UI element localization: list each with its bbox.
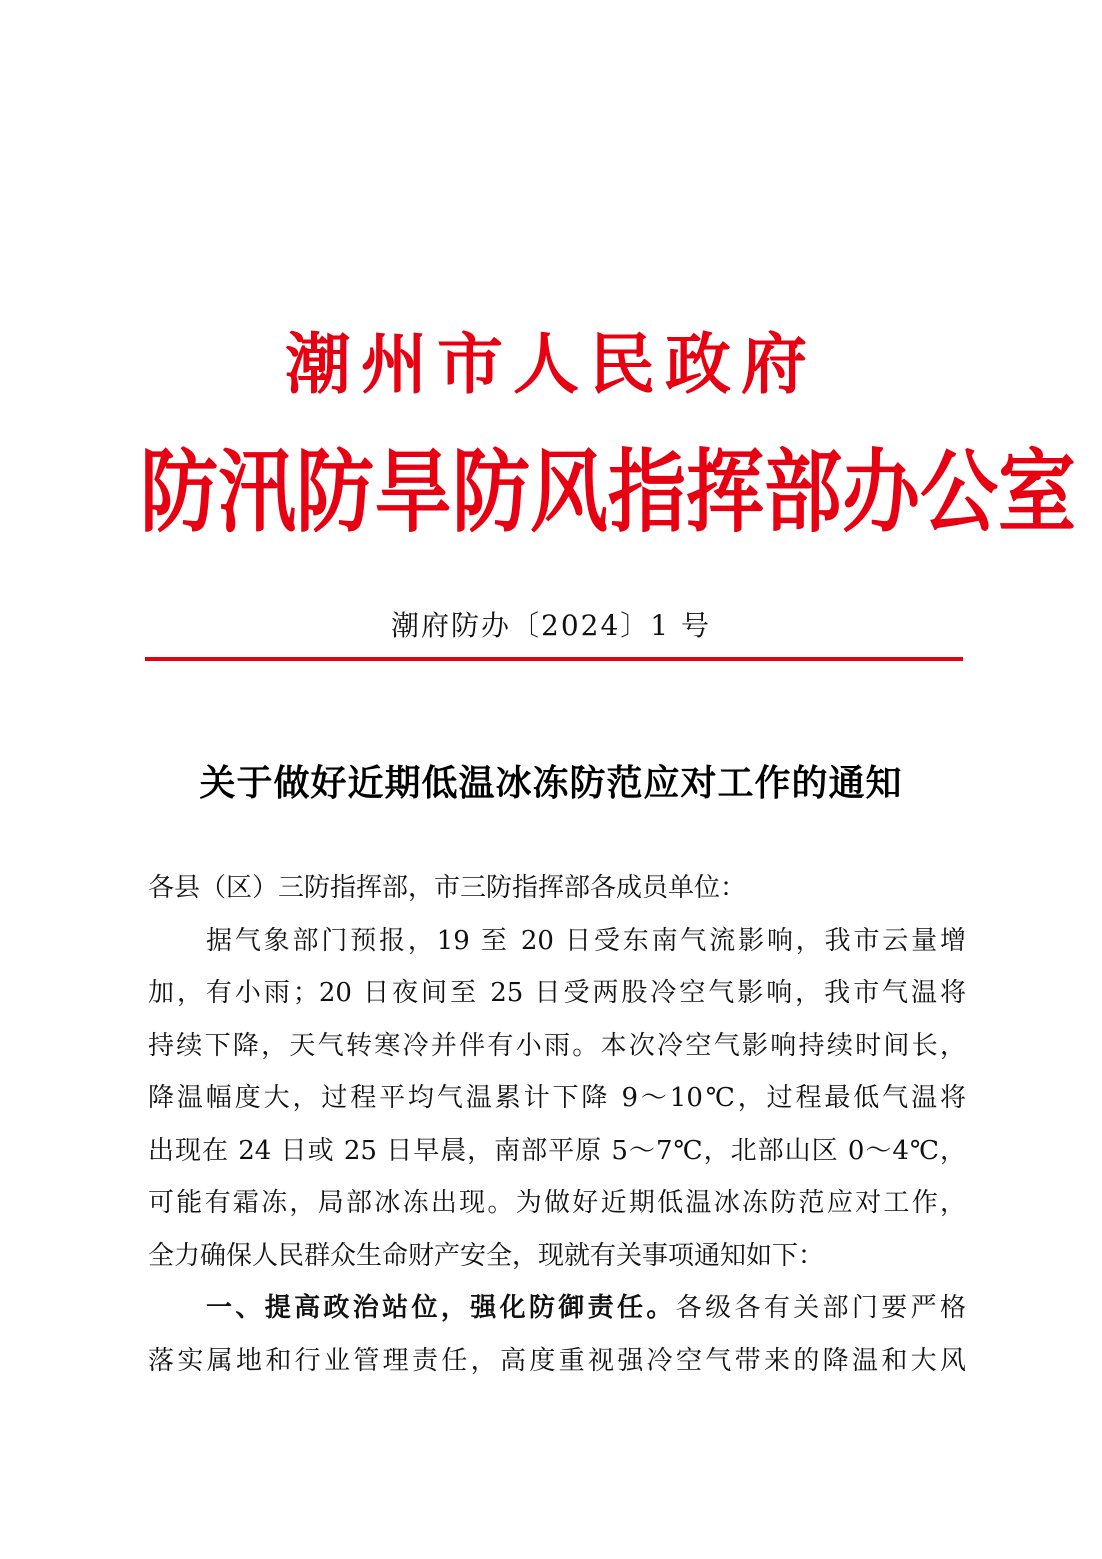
paragraph-line: 出现在 24 日或 25 日早晨，南部平原 5～7℃，北部山区 0～4℃， (148, 1135, 966, 1166)
paragraph-line: 据气象部门预报，19 至 20 日受东南气流影响，我市云量增 (206, 925, 966, 956)
paragraph-line: 全力确保人民群众生命财产安全，现就有关事项通知如下： (148, 1240, 825, 1271)
salutation: 各县（区）三防指挥部，市三防指挥部各成员单位： (148, 873, 747, 903)
section-1-first-line (148, 1282, 966, 1335)
section-1-line: 落实属地和行业管理责任，高度重视强冷空气带来的降温和大风 (148, 1345, 966, 1376)
issuing-authority-line1: 潮州市人民政府 (285, 325, 817, 403)
document-body (148, 862, 966, 1387)
red-divider-line (145, 657, 963, 661)
paragraph-line: 可能有霜冻，局部冰冻出现。为做好近期低温冰冻防范应对工作， (148, 1188, 966, 1218)
section-1-heading: 一、提高政治站位，强化防御责任。 (206, 1293, 676, 1323)
document-title: 关于做好近期低温冰冻防范应对工作的通知 (199, 762, 903, 804)
issuing-authority-line2: 防汛防旱防风指挥部办公室 (140, 441, 1077, 545)
document-number: 潮府防办〔2024〕1 号 (391, 609, 711, 642)
section-1-text: 各级各有关部门要严格 (675, 1293, 966, 1323)
paragraph-line: 加，有小雨；20 日夜间至 25 日受两股冷空气影响，我市气温将 (148, 978, 966, 1008)
paragraph-line: 持续下降，天气转寒冷并伴有小雨。本次冷空气影响持续时间长， (148, 1030, 966, 1061)
paragraph-line: 降温幅度大，过程平均气温累计下降 9～10℃，过程最低气温将 (148, 1083, 966, 1113)
